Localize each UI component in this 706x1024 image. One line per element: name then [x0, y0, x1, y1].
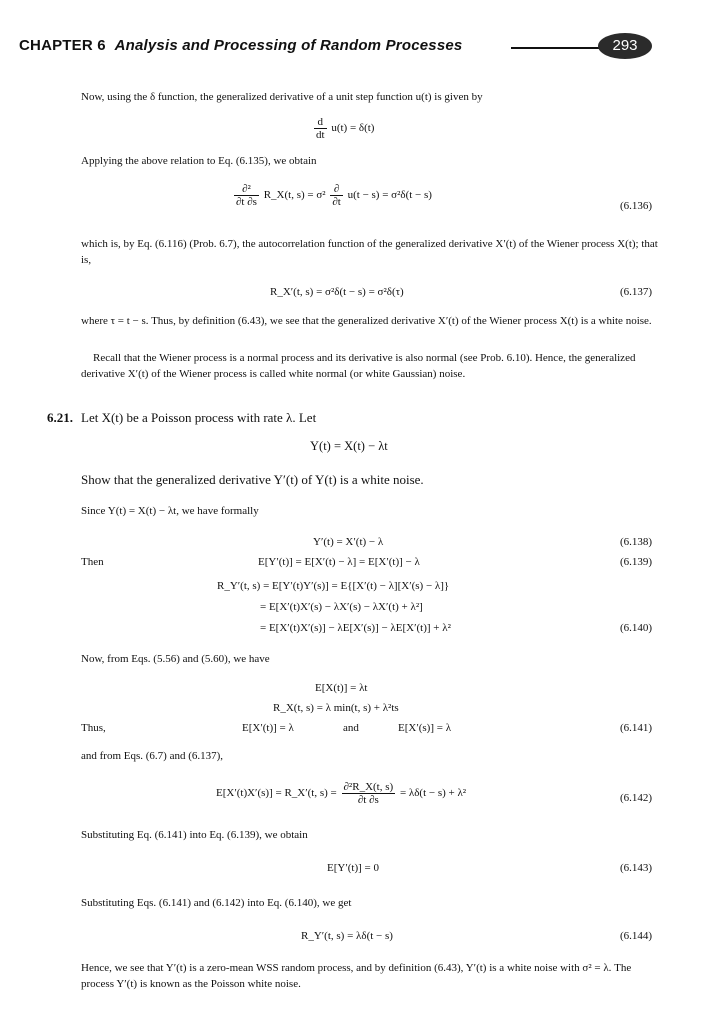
paragraph-1: Now, using the δ function, the generalized derivative of a unit step function u(t) is given by [81, 91, 483, 103]
equation-6-141b: E[X′(s)] = λ [398, 722, 452, 734]
eq-rhs: u(t) = δ(t) [331, 122, 375, 135]
then-label: Then [81, 556, 104, 568]
paragraph-3: which is, by Eq. (6.116) (Prob. 6.7), the autocorrelation function of the generalized derivative X′(t) of the Wiener process X(t); that is, [81, 238, 658, 266]
header-rule [511, 47, 601, 49]
page-number: 293 [598, 33, 652, 59]
paragraph-4: where τ = t − s. Thus, by definition (6.43), we see that the generalized derivative X′(t) of the Wiener process X(t) is a white noise. [81, 315, 652, 327]
equation-6-143: E[Y′(t)] = 0 [327, 862, 379, 874]
eq-lhs: E[X′(t)X′(s)] = R_X′(t, s) = [216, 787, 337, 800]
chapter-label: CHAPTER 6 [19, 37, 106, 54]
chapter-header [19, 37, 462, 54]
eq-number-6-142: (6.142) [620, 792, 653, 804]
paragraph-2: Applying the above relation to Eq. (6.135), we obtain [81, 155, 317, 167]
frac-num: ∂²R_X(t, s) [343, 781, 394, 793]
frac-num: d [314, 116, 327, 129]
equation-mean: E[X(t)] = λt [315, 682, 368, 694]
eq-number-6-140: (6.140) [620, 622, 653, 634]
problem-number-label: 6.21. [47, 410, 73, 425]
eq-number-6-138: (6.138) [620, 536, 653, 548]
eq-number-6-141: (6.141) [620, 722, 653, 734]
solution-text-3: and from Eqs. (6.7) and (6.137), [81, 750, 224, 762]
frac-num: ∂ [330, 183, 343, 196]
equation-6-138: Y′(t) = X′(t) − λ [313, 536, 384, 548]
equation-6-140-line2: = E[X′(t)X′(s) − λX′(s) − λX′(t) + λ²] [260, 601, 423, 613]
eq-number-6-144: (6.144) [620, 930, 653, 942]
equation-6-142 [216, 781, 466, 806]
problem-number [47, 410, 73, 426]
eq-number-6-137: (6.137) [620, 286, 653, 298]
frac-den: ∂t [332, 196, 341, 208]
eq-rhs: = λδ(t − s) + λ² [399, 787, 467, 800]
problem-task: Show that the generalized derivative Y′(t) of Y(t) is a white noise. [81, 472, 424, 487]
paragraph-5: Recall that the Wiener process is a normal process and its derivative is also normal (see Prob. 6.10). Hence, the generalized derivative X′(t) of the Wiener process is called white normal (or white Gaussian) noise. [81, 352, 636, 380]
frac-den: ∂t ∂s [357, 794, 379, 806]
solution-text-4: Substituting Eq. (6.141) into Eq. (6.139), we obtain [81, 829, 308, 841]
frac-den: ∂t ∂s [236, 196, 257, 208]
and-word: and [343, 722, 359, 734]
frac-num: ∂² [234, 183, 259, 196]
eq-number-6-139: (6.139) [620, 556, 653, 568]
equation-6-140-line3: = E[X′(t)X′(s)] − λE[X′(s)] − λE[X′(t)] + λ² [260, 622, 451, 634]
solution-conclusion: Hence, we see that Y′(t) is a zero-mean WSS random process, and by definition (6.43), Y′(t) is a white noise with σ² = λ. The process Y′(t) is known as the Poisson white noise. [81, 962, 632, 990]
chapter-title: Analysis and Processing of Random Processes [114, 37, 463, 54]
frac-den: dt [316, 129, 325, 141]
eq-rhs: u(t − s) = σ²δ(t − s) [347, 189, 432, 202]
thus-label: Thus, [81, 722, 106, 734]
problem-statement: Let X(t) be a Poisson process with rate λ. Let [81, 410, 317, 425]
eq-mid: R_X(t, s) = σ² [263, 189, 326, 202]
solution-intro: Since Y(t) = X(t) − λt, we have formally [81, 505, 259, 517]
equation-6-136 [232, 183, 432, 208]
eq-number-6-143: (6.143) [620, 862, 653, 874]
equation-6-137: R_X′(t, s) = σ²δ(t − s) = σ²δ(τ) [270, 286, 404, 298]
equation-step-derivative [312, 116, 374, 141]
eq-number-6-136: (6.136) [620, 200, 653, 212]
equation-6-144: R_Y′(t, s) = λδ(t − s) [301, 930, 393, 942]
equation-6-141a: E[X′(t)] = λ [242, 722, 294, 734]
problem-equation: Y(t) = X(t) − λt [310, 439, 388, 453]
equation-autocorrelation: R_X(t, s) = λ min(t, s) + λ²ts [273, 702, 399, 714]
equation-6-139: E[Y′(t)] = E[X′(t) − λ] = E[X′(t)] − λ [258, 556, 420, 568]
solution-text-5: Substituting Eqs. (6.141) and (6.142) into Eq. (6.140), we get [81, 897, 352, 909]
equation-6-140-line1: R_Y′(t, s) = E[Y′(t)Y′(s)] = E{[X′(t) − λ][X′(s) − λ]} [217, 580, 450, 592]
solution-text-2: Now, from Eqs. (5.56) and (5.60), we have [81, 653, 270, 665]
